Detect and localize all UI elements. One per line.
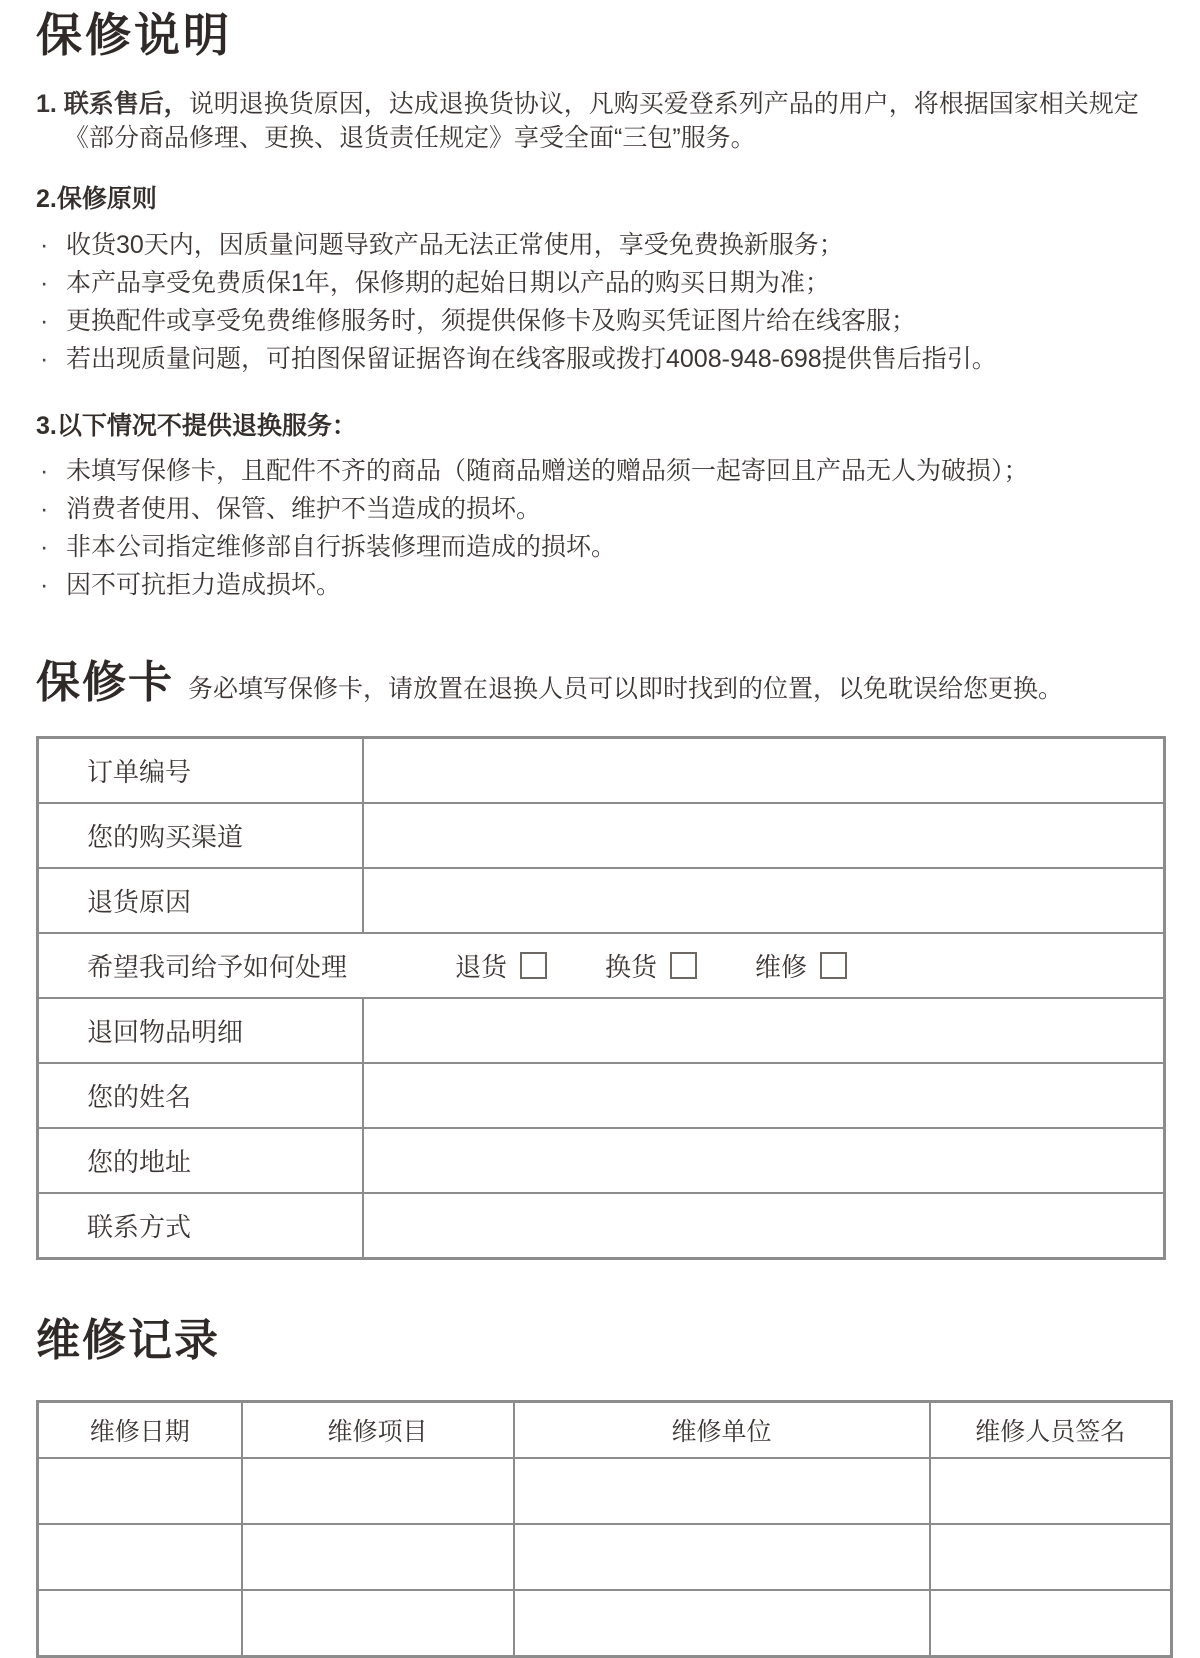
bullet-item <box>36 302 1166 340</box>
repair-blank-cell <box>38 1458 242 1524</box>
repair-header-date: 维修日期 <box>38 1402 242 1459</box>
field-label-purchase-channel: 您的购买渠道 <box>38 803 364 868</box>
bullet-text: 消费者使用、保管、维护不当造成的损坏。 <box>66 495 542 524</box>
table-row <box>38 803 1165 868</box>
repair-empty-row <box>38 1458 1172 1524</box>
table-row <box>38 998 1165 1063</box>
bullet-dot: · <box>40 230 49 259</box>
repair-table-header-row <box>38 1402 1172 1459</box>
bullet-text: 若出现质量问题，可拍图保留证据咨询在线客服或拨打4008-948-698提供售后指引。 <box>66 344 997 373</box>
table-row <box>38 1128 1165 1193</box>
handling-options-cell <box>38 933 1165 998</box>
table-row <box>38 1193 1165 1259</box>
repair-blank-cell <box>38 1590 242 1657</box>
repair-record-title: 维修记录 <box>36 1316 220 1366</box>
repair-blank-cell <box>514 1590 930 1657</box>
bullet-item <box>36 566 1166 604</box>
repair-record-table <box>36 1400 1173 1658</box>
bullet-item <box>36 340 1166 378</box>
bullet-item <box>36 452 1166 490</box>
section2-heading: 2.保修原则 <box>36 185 157 214</box>
warranty-card-header <box>36 646 1166 710</box>
bullet-text: 因不可抗拒力造成损坏。 <box>66 571 342 600</box>
option-exchange-label: 换货 <box>605 952 658 983</box>
repair-blank-cell <box>930 1524 1172 1590</box>
table-row <box>38 868 1165 933</box>
repair-header-signature: 维修人员签名 <box>930 1402 1172 1459</box>
repair-blank-cell <box>38 1524 242 1590</box>
bullet-dot: · <box>40 495 49 524</box>
warranty-card-note: 务必填写保修卡，请放置在退换人员可以即时找到的位置，以免耽误给您更换。 <box>188 675 1064 704</box>
field-blank-returned-items <box>363 998 1165 1063</box>
field-blank-purchase-channel <box>363 803 1165 868</box>
section3-bullet-list <box>36 452 1166 604</box>
repair-blank-cell <box>514 1524 930 1590</box>
bullet-dot: · <box>40 457 49 486</box>
section1-paragraph <box>36 87 1166 155</box>
bullet-dot: · <box>40 344 49 373</box>
bullet-item <box>36 264 1166 302</box>
field-blank-address <box>363 1128 1165 1193</box>
field-label-address: 您的地址 <box>38 1128 364 1193</box>
bullet-item <box>36 490 1166 528</box>
repair-header-item: 维修项目 <box>242 1402 514 1459</box>
repair-header-unit: 维修单位 <box>514 1402 930 1459</box>
table-row-handling <box>38 933 1165 998</box>
option-return-label: 退货 <box>455 952 508 983</box>
field-blank-contact <box>363 1193 1165 1259</box>
bullet-text: 本产品享受免费质保1年，保修期的起始日期以产品的购买日期为准； <box>66 268 830 297</box>
section2-bullet-list <box>36 226 1166 378</box>
field-label-return-reason: 退货原因 <box>38 868 364 933</box>
section1-lead: 1. 联系售后， <box>36 90 189 119</box>
option-exchange <box>605 947 697 984</box>
field-label-returned-items: 退回物品明细 <box>38 998 364 1063</box>
section3-heading: 3.以下情况不提供退换服务： <box>36 411 357 440</box>
field-blank-name <box>363 1063 1165 1128</box>
bullet-dot: · <box>40 268 49 297</box>
repair-blank-cell <box>514 1458 930 1524</box>
section1-body: 说明退换货原因，达成退换货协议，凡购买爱登系列产品的用户，将根据国家相关规定《部分商品修理、更换、退货责任规定》享受全面“三包”服务。 <box>64 90 1139 153</box>
bullet-item <box>36 528 1166 566</box>
repair-blank-cell <box>242 1524 514 1590</box>
bullet-text: 更换配件或享受免费维修服务时，须提供保修卡及购买凭证图片给在线客服； <box>66 306 917 335</box>
repair-blank-cell <box>242 1458 514 1524</box>
checkbox-return <box>520 952 547 979</box>
bullet-dot: · <box>40 306 49 335</box>
field-label-handling: 希望我司给予如何处理 <box>87 952 348 983</box>
repair-blank-cell <box>242 1590 514 1657</box>
repair-blank-cell <box>930 1458 1172 1524</box>
warranty-card-table <box>36 736 1166 1260</box>
checkbox-exchange <box>670 952 697 979</box>
page-title: 保修说明 <box>36 9 232 61</box>
bullet-item <box>36 226 1166 264</box>
option-return <box>455 947 547 984</box>
field-label-contact: 联系方式 <box>38 1193 364 1259</box>
field-label-name: 您的姓名 <box>38 1063 364 1128</box>
bullet-dot: · <box>40 571 49 600</box>
bullet-dot: · <box>40 533 49 562</box>
checkbox-repair <box>820 952 847 979</box>
option-repair-label: 维修 <box>755 952 808 983</box>
bullet-text: 未填写保修卡，且配件不齐的商品（随商品赠送的赠品须一起寄回且产品无人为破损）； <box>66 457 1029 486</box>
option-repair <box>755 947 847 984</box>
table-row <box>38 738 1165 804</box>
repair-blank-cell <box>930 1590 1172 1657</box>
bullet-text: 收货30天内，因质量问题导致产品无法正常使用，享受免费换新服务； <box>66 230 844 259</box>
table-row <box>38 1063 1165 1128</box>
field-blank-order-number <box>363 738 1165 804</box>
field-label-order-number: 订单编号 <box>38 738 364 804</box>
repair-empty-row <box>38 1590 1172 1657</box>
bullet-text: 非本公司指定维修部自行拆装修理而造成的损坏。 <box>66 533 617 562</box>
field-blank-return-reason <box>363 868 1165 933</box>
warranty-card-title: 保修卡 <box>36 658 174 708</box>
repair-empty-row <box>38 1524 1172 1590</box>
